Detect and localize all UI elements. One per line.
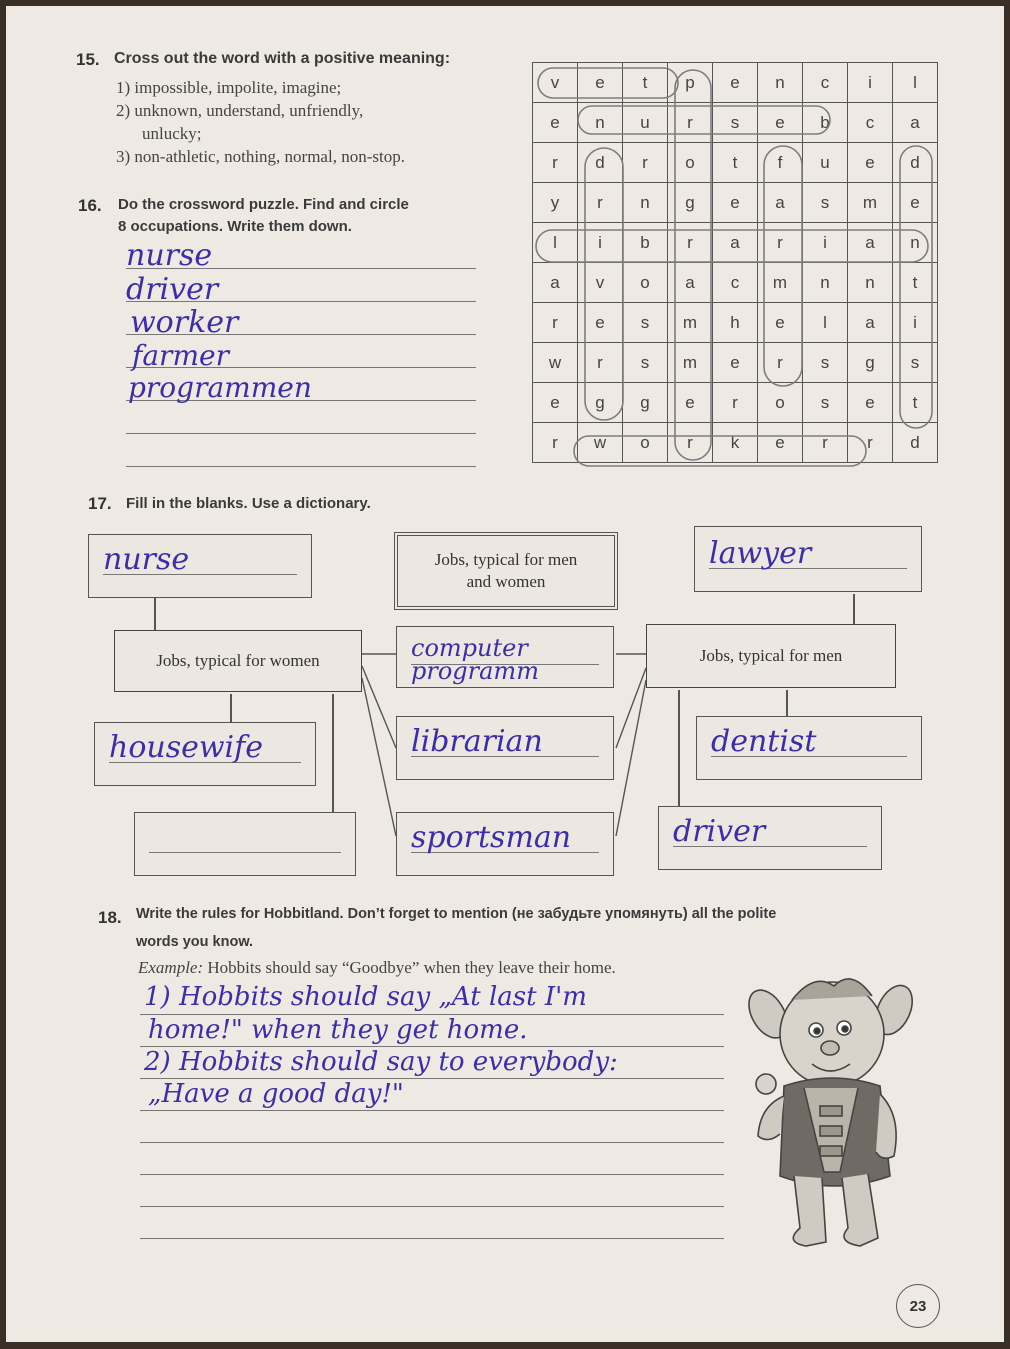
grid-cell[interactable]: a xyxy=(848,303,893,343)
grid-cell[interactable]: y xyxy=(533,183,578,223)
grid-cell[interactable]: e xyxy=(713,183,758,223)
grid-cell[interactable]: v xyxy=(578,263,623,303)
rule-1[interactable]: 1) Hobbits should say „At last I'm xyxy=(144,982,587,1012)
men-bottom-box[interactable] xyxy=(658,806,882,870)
workbook-page xyxy=(6,6,1004,1342)
grid-cell[interactable]: r xyxy=(578,343,623,383)
grid-cell[interactable]: g xyxy=(848,343,893,383)
women-label: Jobs, typical for women xyxy=(156,651,320,670)
grid-cell[interactable]: g xyxy=(578,383,623,423)
center-answer-1: computer programm xyxy=(411,634,539,685)
grid-cell[interactable]: e xyxy=(758,423,803,463)
example-label: Example: xyxy=(138,958,204,977)
center-title-box xyxy=(394,532,618,610)
grid-cell[interactable]: b xyxy=(803,103,848,143)
ex15-item-1: 1) impossible, impolite, imagine; xyxy=(116,78,342,97)
ex17-number: 17. xyxy=(88,494,112,513)
women-mid-answer: housewife xyxy=(109,730,263,765)
grid-cell[interactable]: r xyxy=(713,383,758,423)
grid-cell[interactable]: o xyxy=(758,383,803,423)
grid-cell[interactable]: r xyxy=(623,143,668,183)
grid-cell[interactable]: o xyxy=(623,263,668,303)
women-mid-box[interactable] xyxy=(94,722,316,786)
ex16-instruction-1: Do the crossword puzzle. Find and circle xyxy=(118,196,409,213)
grid-cell[interactable]: k xyxy=(713,423,758,463)
grid-cell[interactable]: r xyxy=(668,423,713,463)
grid-cell[interactable]: n xyxy=(578,103,623,143)
grid-cell[interactable]: o xyxy=(623,423,668,463)
center-box-3[interactable] xyxy=(396,812,614,876)
women-top-box[interactable] xyxy=(88,534,312,598)
ex16-number: 16. xyxy=(78,196,102,215)
men-label: Jobs, typical for men xyxy=(699,646,843,665)
grid-cell[interactable]: e xyxy=(848,383,893,423)
grid-cell[interactable]: s xyxy=(623,343,668,383)
grid-cell[interactable]: c xyxy=(803,63,848,103)
answer-4[interactable]: farmer xyxy=(132,339,229,372)
grid-cell[interactable]: e xyxy=(848,143,893,183)
grid-cell[interactable]: a xyxy=(713,223,758,263)
grid-cell[interactable]: e xyxy=(533,383,578,423)
grid-cell[interactable]: s xyxy=(893,343,938,383)
grid-cell[interactable]: w xyxy=(533,343,578,383)
grid-cell[interactable]: c xyxy=(713,263,758,303)
grid-cell[interactable]: f xyxy=(758,143,803,183)
grid-cell[interactable]: n xyxy=(803,263,848,303)
grid-cell[interactable]: l xyxy=(533,223,578,263)
grid-cell[interactable]: e xyxy=(668,383,713,423)
men-label-box xyxy=(646,624,896,688)
women-top-answer: nurse xyxy=(103,542,190,577)
grid-cell[interactable]: a xyxy=(668,263,713,303)
grid-cell[interactable]: a xyxy=(893,103,938,143)
rule-2[interactable]: home!" when they get home. xyxy=(148,1015,528,1045)
grid-cell[interactable]: e xyxy=(533,103,578,143)
center-title: Jobs, typical for men and women xyxy=(434,550,578,591)
grid-cell[interactable]: o xyxy=(668,143,713,183)
rule-line xyxy=(140,1142,724,1143)
grid-cell[interactable]: b xyxy=(623,223,668,263)
grid-cell[interactable]: r xyxy=(533,423,578,463)
hobbit-illustration xyxy=(744,966,944,1256)
grid-cell[interactable]: i xyxy=(893,303,938,343)
rule-line xyxy=(140,1110,724,1111)
grid-cell[interactable]: r xyxy=(803,423,848,463)
grid-cell[interactable]: h xyxy=(713,303,758,343)
grid-cell[interactable]: r xyxy=(668,103,713,143)
grid-cell[interactable]: l xyxy=(803,303,848,343)
center-answer-3: sportsman xyxy=(411,820,572,855)
ex18-example xyxy=(138,958,616,978)
ex18-instruction-2: words you know. xyxy=(136,934,254,950)
rule-line xyxy=(140,1206,724,1207)
grid-cell[interactable]: n xyxy=(893,223,938,263)
grid-cell[interactable]: t xyxy=(623,63,668,103)
grid-cell[interactable]: i xyxy=(803,223,848,263)
grid-cell[interactable]: r xyxy=(533,303,578,343)
grid-cell[interactable]: v xyxy=(533,63,578,103)
grid-cell[interactable]: s xyxy=(803,383,848,423)
grid-cell[interactable]: r xyxy=(758,343,803,383)
grid-cell[interactable]: t xyxy=(893,263,938,303)
grid-cell[interactable]: r xyxy=(533,143,578,183)
grid-cell[interactable]: m xyxy=(668,303,713,343)
grid-cell[interactable]: w xyxy=(578,423,623,463)
center-answer-2: librarian xyxy=(411,724,543,759)
answer-2[interactable]: driver xyxy=(126,272,219,307)
grid-cell[interactable]: s xyxy=(623,303,668,343)
grid-cell[interactable]: g xyxy=(668,183,713,223)
center-box-2[interactable] xyxy=(396,716,614,780)
grid-cell[interactable]: u xyxy=(623,103,668,143)
grid-cell[interactable]: n xyxy=(623,183,668,223)
grid-cell[interactable]: t xyxy=(713,143,758,183)
grid-cell[interactable]: e xyxy=(713,63,758,103)
example-text: Hobbits should say “Goodbye” when they leave their home. xyxy=(207,958,616,977)
rule-line xyxy=(140,1174,724,1175)
grid-cell[interactable]: d xyxy=(893,423,938,463)
grid-cell[interactable]: a xyxy=(758,183,803,223)
page-number: 23 xyxy=(896,1284,940,1328)
grid-cell[interactable]: e xyxy=(578,303,623,343)
grid-cell[interactable]: t xyxy=(893,383,938,423)
ex15-instruction: Cross out the word with a positive meaning: xyxy=(114,50,451,67)
rule-4[interactable]: „Have a good day!" xyxy=(148,1079,404,1109)
women-bottom-box[interactable] xyxy=(134,812,356,876)
ex18-instruction-1: Write the rules for Hobbitland. Don’t forget to mention (не забудьте упомянуть) all the polite xyxy=(136,906,777,922)
center-box-1[interactable] xyxy=(396,626,614,688)
answer-3[interactable]: worker xyxy=(130,305,239,340)
grid-cell[interactable]: r xyxy=(758,223,803,263)
write-line xyxy=(149,852,341,853)
grid-cell[interactable]: r xyxy=(848,423,893,463)
grid-cell[interactable]: i xyxy=(578,223,623,263)
grid-cell[interactable]: d xyxy=(578,143,623,183)
grid-cell[interactable]: g xyxy=(623,383,668,423)
grid-cell[interactable]: s xyxy=(803,343,848,383)
ex15-item-2b: unlucky; xyxy=(142,124,202,143)
grid-cell[interactable]: c xyxy=(848,103,893,143)
grid-cell[interactable]: n xyxy=(758,63,803,103)
grid-cell[interactable]: r xyxy=(668,223,713,263)
men-bottom-answer: driver xyxy=(673,814,766,849)
men-top-answer: lawyer xyxy=(709,536,812,571)
grid-cell[interactable]: d xyxy=(893,143,938,183)
ex15-item-3: 3) non-athletic, nothing, normal, non-stop. xyxy=(116,147,405,166)
women-label-box xyxy=(114,630,362,692)
rule-3[interactable]: 2) Hobbits should say to everybody: xyxy=(144,1047,618,1077)
ex17-instruction: Fill in the blanks. Use a dictionary. xyxy=(126,495,371,512)
grid-cell[interactable]: s xyxy=(713,103,758,143)
grid-cell[interactable]: a xyxy=(533,263,578,303)
grid-cell[interactable]: e xyxy=(758,303,803,343)
grid-cell[interactable]: i xyxy=(848,63,893,103)
grid-cell[interactable]: s xyxy=(803,183,848,223)
men-mid-box[interactable] xyxy=(696,716,922,780)
grid-cell[interactable]: e xyxy=(893,183,938,223)
grid-cell[interactable]: l xyxy=(893,63,938,103)
grid-cell[interactable]: a xyxy=(848,223,893,263)
grid-cell[interactable]: m xyxy=(758,263,803,303)
grid-cell[interactable]: e xyxy=(758,103,803,143)
men-top-box[interactable] xyxy=(694,526,922,592)
rule-line xyxy=(140,1238,724,1239)
ex15-item-2: 2) unknown, understand, unfriendly, xyxy=(116,101,364,120)
grid-cell[interactable]: p xyxy=(668,63,713,103)
grid-cell[interactable]: e xyxy=(713,343,758,383)
ex15-number: 15. xyxy=(76,50,100,69)
grid-cell[interactable]: m xyxy=(668,343,713,383)
grid-cell[interactable]: n xyxy=(848,263,893,303)
ex16-instruction-2: 8 occupations. Write them down. xyxy=(118,218,352,235)
grid-cell[interactable]: m xyxy=(848,183,893,223)
men-mid-answer: dentist xyxy=(711,724,817,759)
answer-5[interactable]: programmen xyxy=(128,371,312,404)
grid-cell[interactable]: r xyxy=(578,183,623,223)
answer-1[interactable]: nurse xyxy=(126,238,213,273)
grid-cell[interactable]: u xyxy=(803,143,848,183)
grid-cell[interactable]: e xyxy=(578,63,623,103)
ex18-number: 18. xyxy=(98,908,122,927)
